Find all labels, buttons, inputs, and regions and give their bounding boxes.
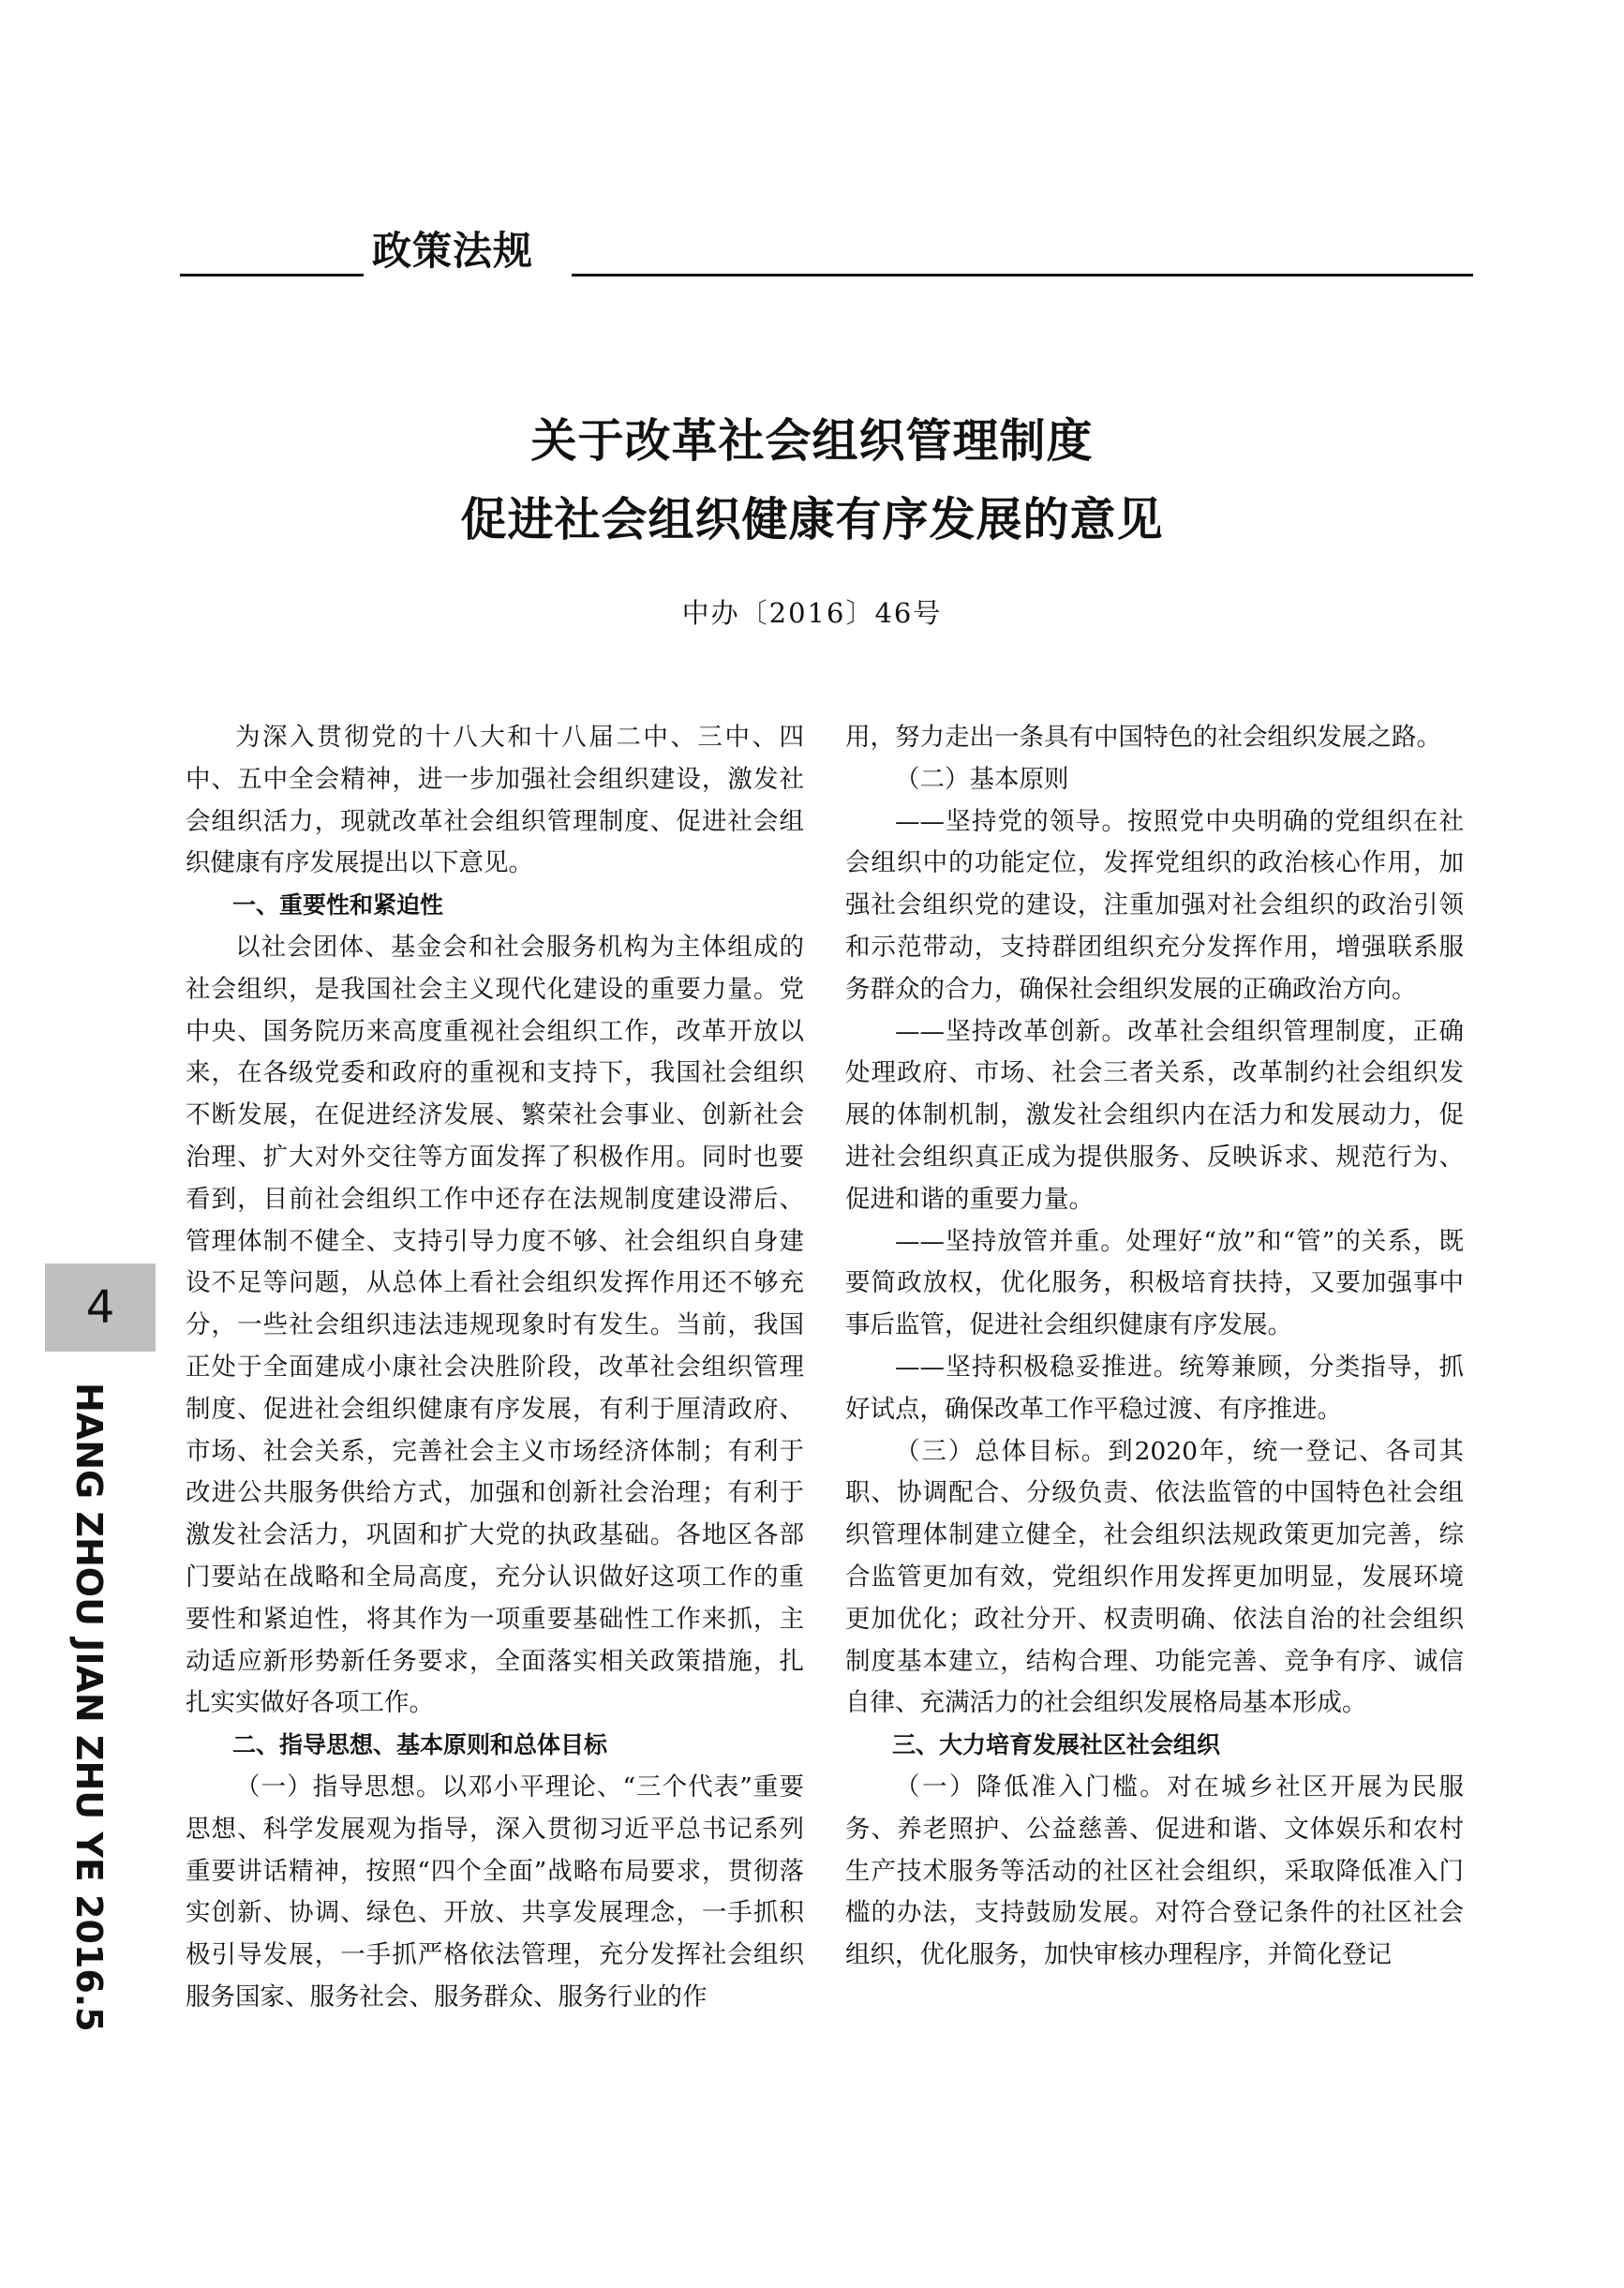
header-rule-right: [572, 274, 1473, 277]
subheading-principles: （二）基本原则: [895, 764, 1069, 794]
section-heading-3: 三、大力培育发展社区社会组织: [892, 1731, 1221, 1759]
section-title: 政策法规: [372, 228, 534, 274]
page-number-box: [45, 1264, 156, 1352]
body-paragraph: （三）总体目标。到2020年，统一登记、各司其职、协调配合、分级负责、依法监管的中国特色社会组织管理体制建立健全，社会组织法规政策更加完善，综合监管更加有效，党组织作用发挥更加明显，发展环境更加优化；政社分开、权责明确、依法自治的社会组织制度基本建立，结构合理、功能完善、竞争有序、诚信自律、充满活力的社会组织发展格局基本形成。: [845, 1436, 1464, 1718]
body-paragraph: （一）降低准入门槛。对在城乡社区开展为民服务、养老照护、公益慈善、促进和谐、文体娱乐和农村生产技术服务等活动的社区社会组织，采取降低准入门槛的办法，支持鼓励发展。对符合登记条件的社区社会组织，优化服务，加快审核办理程序，并简化登记: [845, 1772, 1464, 1970]
section-header: [180, 225, 1473, 281]
article-title-line2: 促进社会组织健康有序发展的意见: [460, 492, 1164, 546]
body-paragraph: 以社会团体、基金会和社会服务机构为主体组成的社会组织，是我国社会主义现代化建设的重要力量。党中央、国务院历来高度重视社会组织工作，改革开放以来，在各级党委和政府的重视和支持下，我国社会组织不断发展，在促进经济发展、繁荣社会事业、创新社会治理、扩大对外交往等方面发挥了积极作用。同时也要看到，目前社会组织工作中还存在法规制度建设滞后、管理体制不健全、支持引导力度不够、社会组织自身建设不足等问题，从总体上看社会组织发挥作用还不够充分，一些社会组织违法违规现象时有发生。当前，我国正处于全面建成小康社会决胜阶段，改革社会组织管理制度、促进社会组织健康有序发展，有利于厘清政府、市场、社会关系，完善社会主义市场经济体制；有利于改进公共服务供给方式，加强和创新社会治理；有利于激发社会活力，巩固和扩大党的执政基础。各地区各部门要站在战略和全局高度，充分认识做好这项工作的重要性和紧迫性，将其作为一项重要基础性工作来抓，主动适应新形势新任务要求，全面落实相关政策措施，扎扎实实做好各项工作。: [186, 932, 804, 1718]
body-paragraph: ——坚持积极稳妥推进。统筹兼顾，分类指导，抓好试点，确保改革工作平稳过渡、有序推进。: [845, 1352, 1464, 1424]
body-paragraph: ——坚持改革创新。改革社会组织管理制度，正确处理政府、市场、社会三者关系，改革制约社会组织发展的体制机制，激发社会组织内在活力和发展动力，促进社会组织真正成为提供服务、反映诉求、规范行为、促进和谐的重要力量。: [845, 1016, 1464, 1214]
left-column: [186, 717, 804, 2019]
document-number: 中办〔2016〕46号: [681, 597, 943, 629]
body-paragraph: （一）指导思想。以邓小平理论、“三个代表”重要思想、科学发展观为指导，深入贯彻习近平总书记系列重要讲话精神，按照“四个全面”战略布局要求，贯彻落实创新、协调、绿色、开放、共享发展理念，一手抓积极引导发展，一手抓严格依法管理，充分发挥社会组织服务国家、服务社会、服务群众、服务行业的作: [186, 1772, 804, 2011]
section-heading-1: 一、重要性和紧迫性: [232, 891, 444, 920]
page-number: 4: [85, 1281, 115, 1334]
article-title-line1: 关于改革社会组织管理制度: [530, 413, 1094, 468]
right-column: [845, 717, 1464, 1977]
body-paragraph: ——坚持放管并重。处理好“放”和“管”的关系，既要简政放权，优化服务，积极培育扶持，又要加强事中事后监管，促进社会组织健康有序发展。: [845, 1226, 1464, 1340]
intro-paragraph: 为深入贯彻党的十八大和十八届二中、三中、四中、五中全会精神，进一步加强社会组织建设，激发社会组织活力，现就改革社会组织管理制度、促进社会组织健康有序发展提出以下意见。: [186, 723, 804, 878]
journal-issue-label: HANG ZHOU JIAN ZHU YE 2016.5: [68, 1383, 110, 2032]
body-paragraph: ——坚持党的领导。按照党中央明确的党组织在社会组织中的功能定位，发挥党组织的政治核心作用，加强社会组织党的建设，注重加强对社会组织的政治引领和示范带动，支持群团组织充分发挥作用，增强联系服务群众的合力，确保社会组织发展的正确政治方向。: [845, 806, 1464, 1004]
section-heading-2: 二、指导思想、基本原则和总体目标: [232, 1731, 608, 1759]
header-rule-left: [180, 274, 364, 277]
body-paragraph: 用，努力走出一条具有中国特色的社会组织发展之路。: [845, 723, 1441, 752]
